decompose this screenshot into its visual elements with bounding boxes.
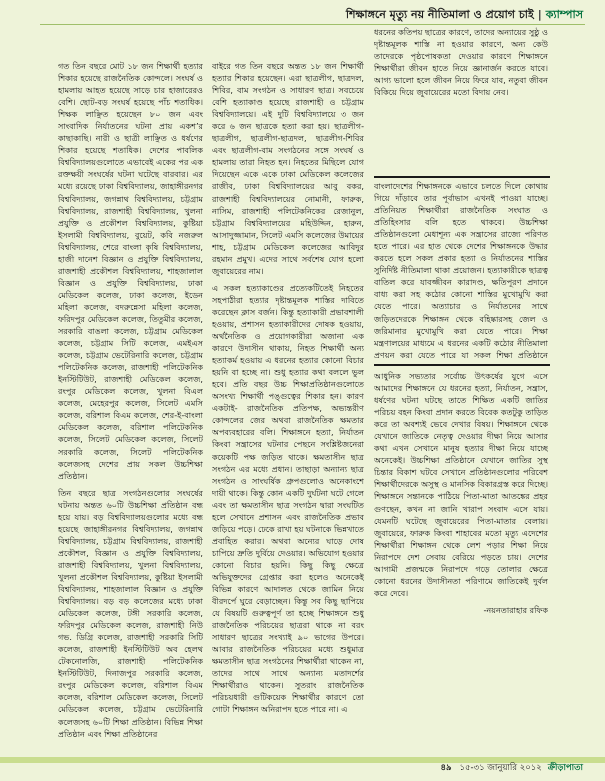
col3-paragraph-mid: বাংলাদেশের শিক্ষাঙ্গনকে এভাবে চলতে দিলে কোথায় গিয়ে দাঁড়াবে তার পূর্বাভাস এখনই পাওয়া যাচ্ছে। প্রতিনিয়ত শিক্ষার্থীরা রাজনৈতিক সংঘাত ও প্রতিহিংসার বলি হতে থাকবে। উচ্চশিক্ষা প্রতিষ্ঠানগুলো মেধাশূন্য এক সন্ত্রাসের রাজ্যে পরিণত হতে পারে। এর হাত থেকে দেশের শিক্ষাঙ্গনকে উদ্ধার করতে হলে সকল প্রকার হত্যা ও নির্যাতনের শাস্তির সুনির্দিষ্ট নীতিমালা থাকা প্রয়োজন। হত্যাকারীকে ছাত্রত্ব বাতিল করে যাবজ্জীবন কারাদণ্ড, ক্ষতিপূরণ প্রদানে বাধ্য করা সহ কঠোর কোনো শাস্তির মুখোমুখি করা যেতে পারে। অত্যাচার ও নির্যাতনের সাথে জড়িতদেরকে শিক্ষাঙ্গন থেকে বহিষ্কারসহ জেল ও জরিমানার মুখোমুখি করা যেতে পারে। শিক্ষা মন্ত্রণালয়ের মাধ্যমে এ ধরনের একটি কঠোর নীতিমালা প্রণয়ন করা যেতে পারে যা সকল শিক্ষা প্রতিষ্ঠানে xyxy=(374,181,548,360)
column-2 xyxy=(212,60,364,740)
column-1 xyxy=(58,60,203,740)
box-bottom-rule xyxy=(374,364,550,366)
page-footer xyxy=(0,753,605,781)
header-section: ক্যাম্পাস xyxy=(545,8,583,21)
header-separator: | xyxy=(537,8,542,21)
issue-date: ১৫-৩১ জানুয়ারি ২০১২ xyxy=(459,763,542,773)
col1-paragraph-2: তিন বছরে ছাত্র সংগঠনগুলোর সংঘর্ষের ঘটনায় অন্তত ৬০টি উচ্চশিক্ষা প্রতিষ্ঠান বন্ধ হয়ে যায়। বড় বিশ্ববিদ্যালয়গুলোর মধ্যে বন্ধ হয়েছে জাহাঙ্গীরনগর বিশ্ববিদ্যালয়, জগন্নাথ বিশ্ববিদ্যালয়, চট্টগ্রাম বিশ্ববিদ্যালয়, রাজশাহী প্রকৌশল, বিজ্ঞান ও প্রযুক্তি বিশ্ববিদ্যালয়, রাজশাহী বিশ্ববিদ্যালয়, খুলনা বিশ্ববিদ্যালয়, খুলনা প্রকৌশল বিশ্ববিদ্যালয়, কুষ্টিয়া ইসলামী বিশ্ববিদ্যালয়, শাহজালাল বিজ্ঞান ও প্রযুক্তি বিশ্ববিদ্যালয়। বড় বড় কলেজের মধ্যে ঢাকা মেডিকেল কলেজ, টঙ্গী সরকারি কলেজ, ফরিদপুর মেডিকেল কলেজ, রাজশাহী নিউ গভ. ডিগ্রি কলেজ, রাজশাহী সরকারি সিটি কলেজ, রাজশাহী ইনস্টিটিউট অব হেলথ টেকনোলজি, রাজশাহী পলিটেকনিক ইনস্টিটিউট, দিনাজপুর সরকারি কলেজ, রংপুর মেডিকেল কলেজ, বরিশাল বিএম কলেজ, বরিশাল মেডিকেল কলেজ, সিলেট মেডিকেল কলেজ, চট্টগ্রাম ভেটেরিনারি কলেজসহ ৬০টি শিক্ষা প্রতিষ্ঠান। বিভিন্ন শিক্ষা প্রতিষ্ঠান এবং শিক্ষা প্রতিষ্ঠানের xyxy=(58,487,203,739)
footer-text xyxy=(440,761,583,775)
column-3-top xyxy=(374,26,548,176)
col2-paragraph-1: বাইরে গত তিন বছরে অন্তত ১৮ জন শিক্ষার্থী হত্যার শিকার হয়েছেন। এরা ছাত্রলীগ, ছাত্রদল, শিবির, বাম সংগঠন ও সাধারণ ছাত্র। সবচেয়ে বেশি হত্যাকাণ্ড হয়েছে রাজশাহী ও চট্টগ্রাম বিশ্ববিদ্যালয়ে। এই দুটি বিশ্ববিদ্যালয়ে ৩ জন করে ৬ জন ছাত্রকে হত্যা করা হয়। ছাত্রলীগ-ছাত্রলীগ, ছাত্রলীগ-ছাত্রদল, ছাত্রলীগ-শিবির এবং ছাত্রলীগ-বাম সংগঠনের সঙ্গে সংঘর্ষ ও হামলায় তারা নিহত হন। নিহতের মিছিলে যোগ দিয়েছেন একে একে ঢাকা মেডিকেল কলেজের রাজীব, ঢাকা বিশ্ববিদ্যালয়ের আবু বকর, রাজশাহী বিশ্ববিদ্যালয়ের নোমানী, ফারুক, নাসিম, রাজশাহী পলিটেকনিকের রেজানুল, চট্টগ্রাম বিশ্ববিদ্যালয়ের মহিউদ্দিন, হারুন, আসাদুজ্জামান, সিলেট এমসি কলেজের উমায়ের শাহ, চট্টগ্রাম মেডিকেল কলেজের আবিদুর রহমান প্রমুখ। এদের সাথে সর্বশেষ যোগ হলো জুবায়েরের নাম। xyxy=(212,61,364,276)
header-text xyxy=(346,6,583,25)
col1-paragraph-1: গত তিন বছরে মোট ১৮ জন শিক্ষার্থী হত্যার শিকার হয়েছে রাজনৈতিক কোন্দলে। সংঘর্ষ ও হামলায় আহত হয়েছে সাড়ে চার হাজারেরও বেশি। ছোট-বড় সংঘর্ষ হয়েছে পাঁচ শতাধিক। শিক্ষক লাঞ্ছিত হয়েছেন ৮০ জন এবং সাংবাদিক নির্যাতনের ঘটনা প্রায় একশ’র কাছাকাছি। নারী ও ছাত্রী লাঞ্ছিত ও ধর্ষণের শিকার হয়েছে শতাধিক। দেশের পাবলিক বিশ্ববিদ্যালয়গুলোতে এভাবেই একের পর এক রক্তক্ষয়ী সংঘর্ষের ঘটনা ঘটেছে বারবার। এর মধ্যে রয়েছে ঢাকা বিশ্ববিদ্যালয়, জাহাঙ্গীরনগর বিশ্ববিদ্যালয়, জগন্নাথ বিশ্ববিদ্যালয়, চট্টগ্রাম বিশ্ববিদ্যালয়, রাজশাহী বিশ্ববিদ্যালয়, খুলনা প্রযুক্তি ও প্রকৌশল বিশ্ববিদ্যালয়, কুষ্টিয়া ইসলামী বিশ্ববিদ্যালয়, বুয়েট, কবি নজরুল বিশ্ববিদ্যালয়, শেরে বাংলা কৃষি বিশ্ববিদ্যালয়, হাজী দানেশ বিজ্ঞান ও প্রযুক্তি বিশ্ববিদ্যালয়, রাজশাহী প্রকৌশল বিশ্ববিদ্যালয়, শাহজালাল বিজ্ঞান ও প্রযুক্তি বিশ্ববিদ্যালয়, ঢাকা মেডিকেল কলেজ, ঢাকা কলেজ, ইডেন মহিলা কলেজ, বদরুন্নেসা মহিলা কলেজ, ফরিদপুর মেডিকেল কলেজ, তিতুমীর কলেজ, সরকারি বাঙলা কলেজ, চট্টগ্রাম মেডিকেল কলেজ, চট্টগ্রাম সিটি কলেজ, এমইএস কলেজ, চট্টগ্রাম ভেটেরিনারি কলেজ, চট্টগ্রাম পলিটেকনিক কলেজ, রাজশাহী পলিটেকনিক ইনস্টিটিউট, রাজশাহী মেডিকেল কলেজ, রংপুর মেডিকেল কলেজ, খুলনা বিএল কলেজ, মেহেরপুর কলেজ, সিলেট এমসি কলেজ, বরিশাল বিএম কলেজ, শের-ই-বাংলা মেডিকেল কলেজ, বরিশাল পলিটেকনিক কলেজ, সিলেট মেডিকেল কলেজ, সিলেট সরকারি কলেজ, সিলেট পলিটেকনিক কলেজসহ দেশের প্রায় সকল উচ্চশিক্ষা প্রতিষ্ঠান। xyxy=(58,61,203,481)
magazine-brand: ক্রীড়াপাতা xyxy=(547,763,583,773)
column-3-bottom xyxy=(374,370,548,748)
page-number: ৪৯ xyxy=(440,763,452,773)
box-top-rule xyxy=(374,176,550,178)
col3-paragraph-top: ধরনের কতিপয় ছাত্রের কারণে, তাদের অন্যায়ের সুষ্ঠু ও দৃষ্টান্তমূলক শাস্তি না হওয়ার কারণে, অন্য কেউ তাদেরকে পৃষ্ঠপোষকতা দেওয়ার কারণে শিক্ষাঙ্গনে শিক্ষার্থীরা জীবন হাতে নিয়ে জ্ঞানার্জন করতে যাবে। আগ্য ভালো হলে জীবন নিয়ে ফিরে যাব, নতুবা জীবন বিকিয়ে দিয়ে জুবায়েরের মতো বিদায় নেব। xyxy=(374,27,548,98)
header-rule xyxy=(40,24,585,25)
author-credit: -নয়নতারাহার রফিক xyxy=(483,604,548,615)
header-title: শিক্ষাঙ্গনে মৃত্যু নয় নীতিমালা ও প্রয়োগ চাই xyxy=(345,8,534,21)
col2-paragraph-2: এ সকল হত্যাকাণ্ডের প্রত্যেকটিতেই নিহতের সহপাঠীরা হত্যার দৃষ্টান্তমূলক শাস্তির দাবিতে করেছেন ক্লাস বর্জন। কিন্তু হত্যাকারী প্রভাবশালী হওয়ায়, প্রশাসন হত্যাকারীদের দোষক হওয়ায়, অর্থনৈতিক ও প্রয়োগকারীরা অজানা এক কারণে উদাসীন থাকায়, নিহত শিক্ষার্থী অন্য হত্যাকর্ম হওয়ায় এ ধরনের হত্যার কোনো বিচার হয়নি বা হচ্ছে না। শুধু হত্যার কথা বললে ভুল হবে। প্রতি বছর উচ্চ শিক্ষাপ্রতিষ্ঠানগুলোতে অসংখ্য শিক্ষার্থী পঙ্গুত্বের শিকার হন। কারণ একটাই- রাজনৈতিক প্রতিপক্ষ, অভ্যন্তরীণ কোন্দলের জের অথবা রাজনৈতিক ক্ষমতার অপব্যবহারের বলি। শিক্ষাঙ্গনে হত্যা, নির্যাতন কিংবা সন্ত্রাসের ঘটনার পেছনে সংশ্লিষ্টজনেরা কয়েকটি পক্ষ জড়িত থাকে। ক্ষমতাসীন ছাত্র সংগঠন এর মধ্যে প্রধান। তাছাড়া অন্যান্য ছাত্র সংগঠন ও সাংঘর্ষিক গ্রুপগুলোও অনেকাংশে দায়ী থাকে। কিন্তু কোন একটি দুর্ঘটনা ঘটে গেলে এবং তা ক্ষমতাসীন ছাত্র সংগঠন দ্বারা সংঘটিত হলে সেখানে প্রশাসন এবং রাজনৈতিক প্রভাব জড়িয়ে পড়ে। ঢেকে রাখা হয় ঘটনাকে ভিন্নখাতে প্রবাহিত করার। অথবা অন্যের ঘাড়ে দোষ চাপিয়ে দ্রুতি দুর্বিয়ে দেওয়ার। অভিযোগ হওয়ার কোনো বিচার হয়নি। কিছু কিছু ক্ষেত্রে অভিযুক্তদের গ্রেপ্তার করা হলেও অনেকেই বিভিন্ন কারণে আদালত থেকে জামিন নিয়ে বীরদর্পে ঘুরে বেড়াচ্ছেন। কিন্তু সব কিছু ছাপিয়ে যে বিষয়টি গুরুত্বপূর্ণ তা হচ্ছে শিক্ষাঙ্গনে শুধু রাজনৈতিক পরিচয়ের ছাত্ররা থাকে না বরং সাধারণ ছাত্রের সংখ্যাই ৯০ ভাগের উপরে। আবার রাজনৈতিক পরিচয়ের মধ্যে শুধুমাত্র ক্ষমতাসীন ছাত্র সংগঠনের শিক্ষার্থীরা থাকেন না, তাদের সাথে সাথে অন্যান্য মতাদর্শের শিক্ষার্থীরাও থাকেন। সুতরাং রাজনৈতিক পরিচয়ধারী গুটিকয়েক শিক্ষার্থীর কারণে তো গোটা শিক্ষাঙ্গন অনিরাপদ হতে পারে না। এ xyxy=(212,282,364,715)
col3-paragraph-bottom: আধুনিক সভ্যতার সর্বোচ্চ উৎকর্ষের যুগে এসে আমাদের শিক্ষাঙ্গনে যে ধরনের হত্যা, নির্যাতন, সন্ত্রাস, ধর্ষণের ঘটনা ঘটছে তাতে শিক্ষিত একটি জাতির পরিচয় বহন কিংবা প্রদান করতে বিবেক কতটুকু তাড়িত করে তা অবশ্যই ভেবে দেখার বিষয়। শিক্ষাঙ্গনে থেকে যেখানে জাতিকে নেতৃত্ব দেওয়ার দীক্ষা নিয়ে আসার কথা এখন সেখানে মানুষ হত্যার দীক্ষা নিয়ে যাচ্ছে অনেকেই। উচ্চশিক্ষা প্রতিষ্ঠানে যেখানে জাতির সুস্থ চিন্তার বিকাশ ঘটবে সেখানে প্রতিষ্ঠানগুলোর পরিবেশ শিক্ষার্থীদেরকে অসুস্থ ও মানসিক বিকারগ্রস্ত করে দিচ্ছে। শিক্ষাঙ্গনে সন্তানকে পাঠিয়ে পিতা-মাতা আতঙ্কের প্রহর গুণছেন, কখন না জানি খারাপ সংবাদ এসে যায়। যেমনটি ঘটেছে জুবায়েরের পিতা-মাতার বেলায়। জুবায়েরে, ফারুক কিংবা শাহাবের মতো মৃত্যু এদেশের শিক্ষার্থীরা শিক্ষাঙ্গন থেকে লেশ পড়ার শিক্ষা নিয়ে নিরাপদে দেশ সেবায় বেরিয়ে পড়তে চায়। দেশের আগামী প্রজন্মকে নিরাপদে গড়ে তোলার ক্ষেত্রে কোনো ধরনের উদাসীনতা পরিণামে জাতিকেই দুর্বল করে দেবে। xyxy=(374,371,548,598)
column-3-middle-box xyxy=(374,180,548,360)
